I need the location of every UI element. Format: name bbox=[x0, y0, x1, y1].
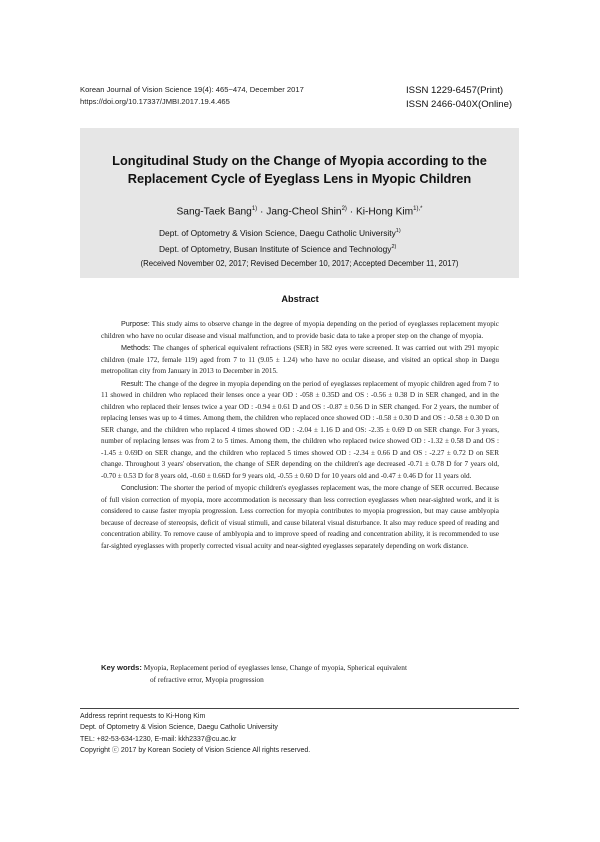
purpose-label: Purpose: bbox=[121, 319, 150, 328]
abstract-body bbox=[101, 318, 499, 552]
keywords bbox=[101, 662, 499, 686]
affiliation-1 bbox=[159, 224, 401, 240]
affiliation-1-text: Dept. of Optometry & Vision Science, Daegu Catholic University bbox=[159, 227, 396, 238]
journal-header bbox=[80, 84, 304, 108]
affiliation-2-mark: 2) bbox=[391, 243, 397, 250]
footnote-line-2: Dept. of Optometry & Vision Science, Daegu Catholic University bbox=[80, 724, 278, 732]
methods-text: The changes of spherical equivalent refractions (SER) in 582 eyes were screened. It was carried out with 291 myopic children (male 172, female 119) aged from 7 to 11 (9.05 ± 1.24) who have no ocular disease, and visited an optical shop in Daegu metropolitan city from January in 2013 to December in 2015. bbox=[101, 344, 499, 375]
result-text: The change of the degree in myopia depending on the period of eyeglasses replacement of myopic children aged from 7 to 11 showed in children who replaced their lenses once a year OD : -058 ± 0.35D and OS : -0.56 ± 0.38 D in SER changed, and in the children who replaced their lenses twice a year OD : -0.94 ± 0.61 D and OS : -0.87 ± 0.56 D in SER changed. For 2 years, the number of replacing lenses was up to 4 times. Among them, the children who replaced once showed OD : -0.58 ± 0.30 D and OS : -0.58 ± 0.30 D on SER change, and the children who replaced 4 times showed OD : -2.04 ± 1.16 D and OS: -2.35 ± 0.69 D on SER change. For 3 years, number of replacing lenses was from 2 to 5 times. Among them, the children who replaced twice showed OD : -1.32 ± 0.58 D and OS : -1.45 ± 0.69D on SER change, and the children who replaced 5 times showed OD : -2.34 ± 0.66 D and OS : -2.27 ± 0.72 D on SER change. Throughout 3 years' observation, the change of SER depending on the children's age decreased -0.71 ± 0.78 D for 7 years old, -0.70 ± 0.53 D for 8 years old, -0.60 ± 0.66D for 9 years old, -0.55 ± 0.60 D for 10 years old and -0.47 ± 0.46 D for 11 years old. bbox=[101, 379, 499, 480]
author-2-affil: 2) bbox=[341, 206, 347, 212]
issn-print: ISSN 1229-6457(Print) bbox=[406, 85, 504, 96]
footnote-line-1: Address reprint requests to Ki-Hong Kim bbox=[80, 713, 206, 720]
purpose-text: This study aims to observe change in the degree of myopia depending on the period of eyeglasses replacement myopic children who have no ocular disease and visual malfunction, and to provide basic data to take a proper step on the change of myopia. bbox=[101, 320, 499, 340]
author-2: Jang-Cheol Shin bbox=[266, 206, 342, 218]
keywords-line-1 bbox=[101, 662, 499, 674]
keywords-text-1: Myopia, Replacement period of eyeglasses lense, Change of myopia, Spherical equivalent bbox=[141, 663, 407, 672]
journal-citation: Korean Journal of Vision Science 19(4): 465~474, December 2017 bbox=[80, 85, 304, 94]
affiliation-1-mark: 1) bbox=[395, 228, 401, 234]
affiliation-2-text: Dept. of Optometry, Busan Institute of Science and Technology bbox=[159, 243, 392, 254]
author-separator: · bbox=[346, 206, 356, 218]
received-dates: (Received November 02, 2017; Revised December 10, 2017; Accepted December 11, 2017) bbox=[140, 259, 459, 268]
conclusion-label: Conclusion: bbox=[121, 483, 159, 492]
author-1: Sang-Taek Bang bbox=[176, 206, 252, 218]
title-box bbox=[80, 128, 519, 278]
author-1-affil: 1) bbox=[251, 206, 258, 212]
issn-block bbox=[406, 84, 512, 112]
author-3: Ki-Hong Kim bbox=[355, 206, 414, 218]
author-list bbox=[80, 206, 519, 217]
author-3-affil: 1),* bbox=[413, 206, 423, 212]
conclusion-text: The shorter the period of myopic children's eyeglasses replacement was, the more change of SER occurred. Because of full vision correction of myopia, more accommodation is necessary than less correction eyeglasses when near-sighted work, and it is considered to cause faster myopia progression. Less correction for myopia contributes to myopia progression, but may cause amblyopia because of decrease of stereopsis, deficit of visual stimuli, and cause bilateral visual disturbance. It also may reduce speed of reading and concentration ability. To remove cause of amblyopia and to improve speed of reading and concentration ability, it is recommended to use far-sighted eyeglasses with properly corrected visual acuity and near-sighted eyeglasses separately depending on work distance. bbox=[101, 484, 499, 550]
abstract-methods bbox=[101, 342, 499, 378]
correspondence-footnote bbox=[80, 711, 310, 757]
result-label: Result: bbox=[121, 378, 144, 388]
keywords-text-2: of refractive error, Myopia progression bbox=[150, 675, 264, 684]
affiliations bbox=[159, 224, 401, 256]
keywords-label: Key words: bbox=[101, 663, 142, 672]
footnote-divider bbox=[80, 708, 519, 709]
doi-link[interactable]: https://doi.org/10.17337/JMBI.2017.19.4.465 bbox=[80, 97, 230, 106]
abstract-heading: Abstract bbox=[281, 294, 319, 304]
paper-title bbox=[80, 152, 519, 188]
footnote-line-4: Copyright ⓒ 2017 by Korean Society of Vision Science All rights reserved. bbox=[80, 747, 311, 755]
affiliation-2 bbox=[159, 240, 401, 256]
author-separator: · bbox=[257, 206, 267, 218]
abstract-purpose bbox=[101, 318, 499, 342]
methods-label: Methods: bbox=[121, 343, 151, 352]
issn-online: ISSN 2466-040X(Online) bbox=[406, 99, 513, 110]
footnote-line-3: TEL: +82-53-634-1230, E-mail: kkh2337@cu.ac.kr bbox=[80, 735, 237, 743]
title-line-2: Replacement Cycle of Eyeglass Lens in Myopic Children bbox=[127, 171, 472, 186]
title-line-1: Longitudinal Study on the Change of Myopia according to the bbox=[112, 153, 487, 168]
abstract-result bbox=[101, 378, 499, 483]
abstract-conclusion bbox=[101, 482, 499, 552]
